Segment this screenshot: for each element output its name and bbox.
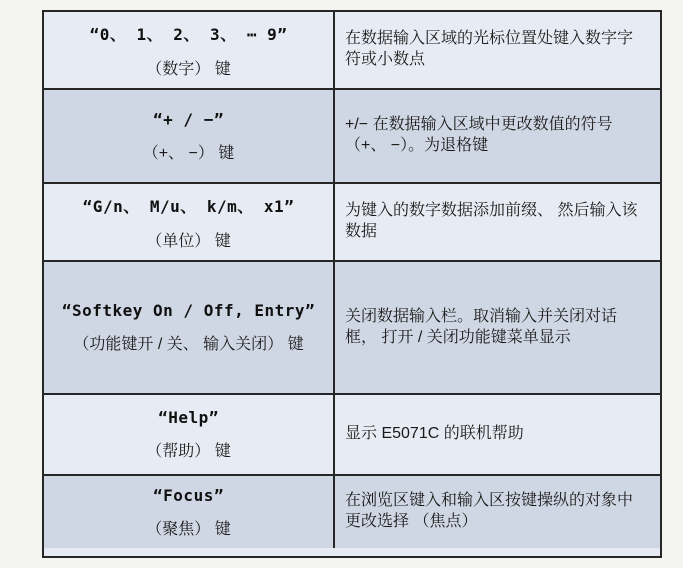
table-row	[44, 182, 660, 260]
key-label: （单位） 键	[146, 232, 231, 250]
table-row	[44, 12, 660, 88]
table-row	[44, 393, 660, 474]
key-name: “0、 1、 2、 3、 ⋯ 9”	[89, 24, 288, 44]
key-description: +/− 在数据输入区域中更改数值的符号 （+、 −）。为退格键	[345, 116, 613, 154]
key-cell	[44, 476, 333, 548]
key-name: “Softkey On / Off, Entry”	[61, 301, 316, 320]
description-cell	[333, 90, 660, 182]
key-cell	[44, 90, 333, 182]
table-row	[44, 260, 660, 393]
description-cell	[333, 262, 660, 393]
key-description: 显示 E5071C 的联机帮助	[345, 425, 524, 443]
key-cell	[44, 12, 333, 88]
description-cell	[333, 476, 660, 548]
key-description: 为键入的数字数据添加前缀、 然后输入该数据	[345, 202, 638, 240]
key-description: 关闭数据输入栏。取消输入并关闭对话框， 打开 / 关闭功能键菜单显示	[345, 307, 618, 346]
key-name: “Focus”	[153, 485, 224, 505]
key-label: （+、 −） 键	[142, 144, 235, 162]
key-label: （帮助） 键	[146, 443, 231, 460]
key-description: 在浏览区键入和输入区按键操纵的对象中更改选择 （焦点）	[345, 492, 634, 530]
key-cell	[44, 395, 333, 474]
description-cell	[333, 395, 660, 474]
key-name: “Help”	[158, 408, 219, 427]
table-row	[44, 88, 660, 182]
key-cell	[44, 262, 333, 393]
key-name: “G/n、 M/u、 k/m、 x1”	[82, 196, 295, 216]
key-description: 在数据输入区域的光标位置处键入数字字符或小数点	[345, 30, 634, 68]
table-row	[44, 474, 660, 548]
key-label: （聚焦） 键	[146, 520, 231, 538]
key-label: （数字） 键	[146, 60, 231, 78]
description-cell	[333, 12, 660, 88]
key-name: “+ / −”	[153, 109, 224, 129]
key-function-table	[42, 10, 662, 558]
key-cell	[44, 184, 333, 260]
description-cell	[333, 184, 660, 260]
key-label: （功能键开 / 关、 输入关闭） 键	[73, 336, 304, 353]
